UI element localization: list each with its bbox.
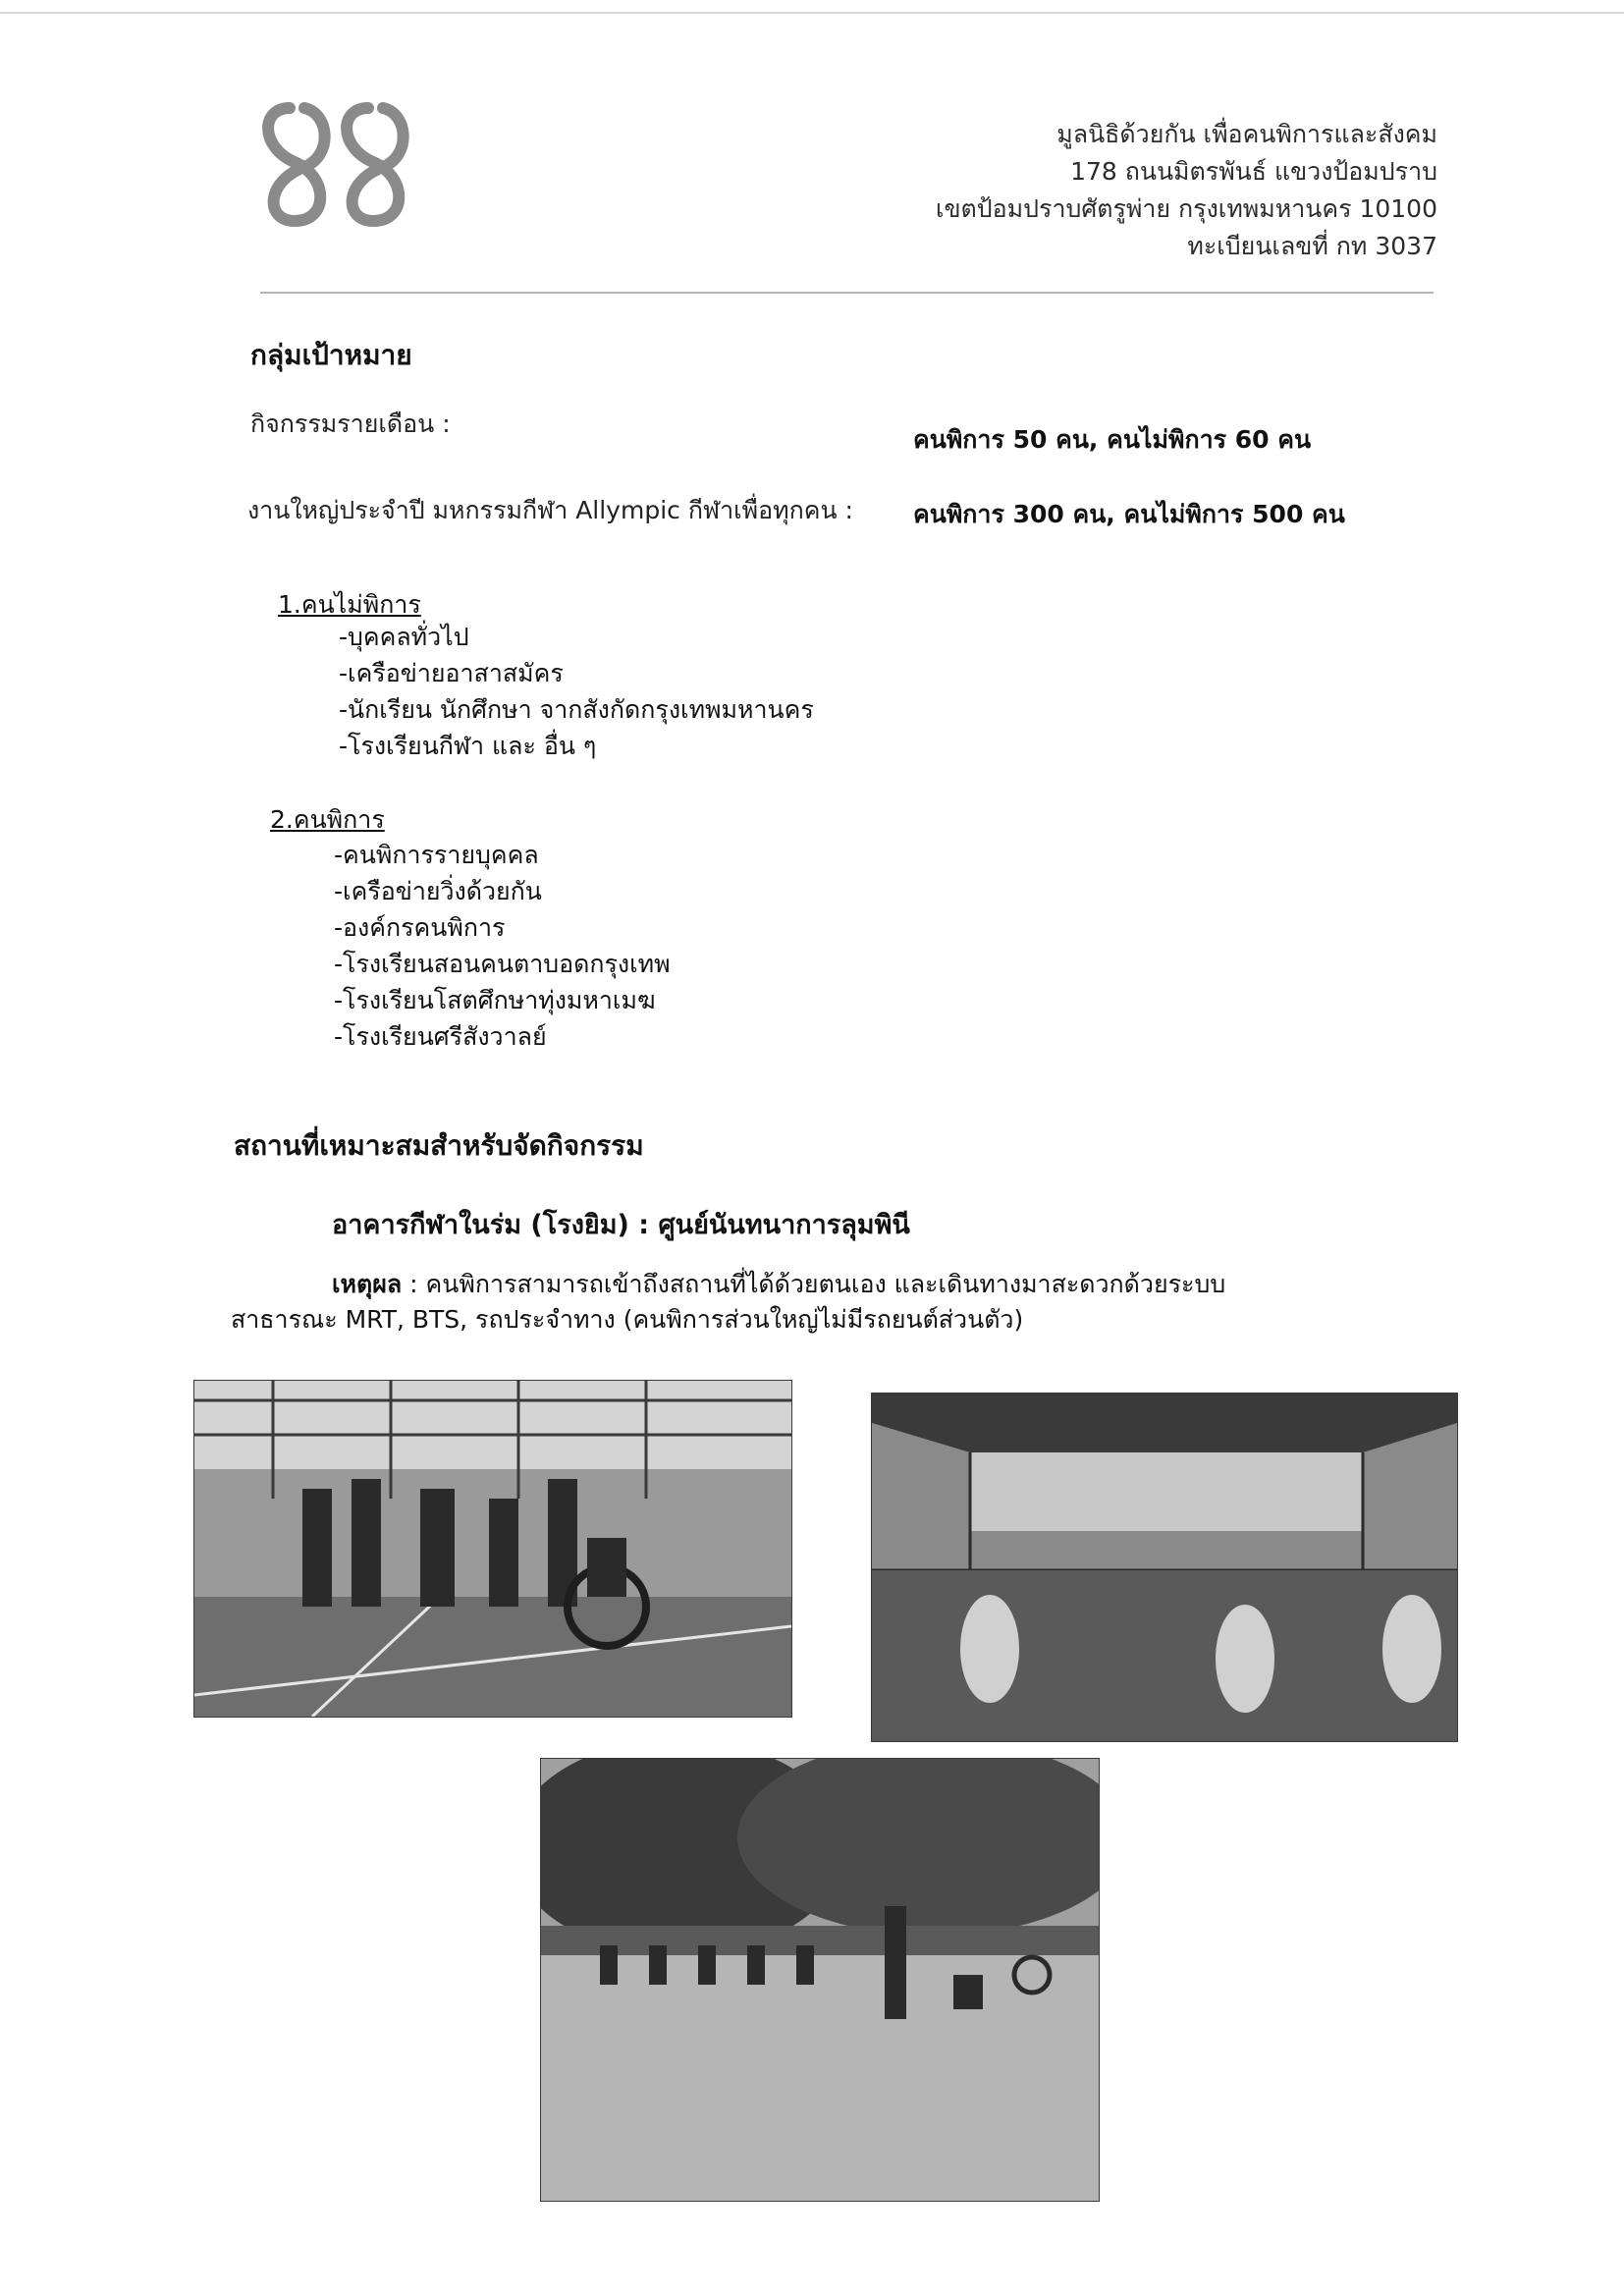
org-registration: ทะเบียนเลขที่ กท 3037 bbox=[1187, 232, 1437, 260]
disabled-group-title: 2.คนพิการ bbox=[270, 805, 385, 834]
list-item: -โรงเรียนสอนคนตาบอดกรุงเทพ bbox=[334, 950, 671, 978]
gym-activity-photo bbox=[193, 1380, 792, 1718]
org-district: เขตป้อมปราบศัตรูพ่าย กรุงเทพมหานคร 10100 bbox=[935, 194, 1437, 223]
list-item: -นักเรียน นักศึกษา จากสังกัดกรุงเทพมหานคร bbox=[339, 695, 814, 724]
venue-heading: สถานที่เหมาะสมสำหรับจัดกิจกรรม bbox=[234, 1129, 644, 1162]
venue-reason bbox=[231, 1267, 1225, 1338]
organization-address bbox=[936, 116, 1437, 265]
list-item: -องค์กรคนพิการ bbox=[334, 913, 506, 942]
list-item: -บุคคลทั่วไป bbox=[339, 623, 469, 651]
venue-name: อาคารกีฬาในร่ม (โรงยิม) : ศูนย์นันทนาการลุมพินี bbox=[332, 1210, 910, 1240]
disabled-list bbox=[334, 837, 671, 1055]
org-street: 178 ถนนมิตรพันธ์ แขวงป้อมปราบ bbox=[1070, 157, 1437, 186]
non-disabled-list bbox=[339, 619, 814, 764]
monthly-activity-value: คนพิการ 50 คน, คนไม่พิการ 60 คน bbox=[913, 425, 1312, 454]
non-disabled-group-title: 1.คนไม่พิการ bbox=[278, 590, 421, 619]
annual-event-value: คนพิการ 300 คน, คนไม่พิการ 500 คน bbox=[913, 500, 1345, 528]
reason-text-line1: : คนพิการสามารถเข้าถึงสถานที่ได้ด้วยตนเอง และเดินทางมาสะดวกด้วยระบบ bbox=[402, 1270, 1226, 1298]
list-item: -เครือข่ายวิ่งด้วยกัน bbox=[334, 877, 542, 905]
scan-edge-line bbox=[0, 12, 1624, 14]
gym-interior-photo bbox=[871, 1393, 1458, 1742]
list-item: -โรงเรียนศรีสังวาลย์ bbox=[334, 1022, 547, 1051]
list-item: -โรงเรียนโสตศึกษาทุ่งมหาเมฆ bbox=[334, 986, 656, 1014]
twin-ribbon-logo-icon bbox=[250, 88, 447, 236]
target-group-heading: กลุ่มเป้าหมาย bbox=[250, 339, 412, 371]
list-item: -เครือข่ายอาสาสมัคร bbox=[339, 659, 564, 687]
outdoor-activity-photo bbox=[540, 1758, 1100, 2202]
reason-text-line2: สาธารณะ MRT, BTS, รถประจำทาง (คนพิการส่วนใหญ่ไม่มีรถยนต์ส่วนตัว) bbox=[231, 1305, 1024, 1334]
annual-event-label: งานใหญ่ประจำปี มหกรรมกีฬา Allympic กีฬาเพื่อทุกคน : bbox=[247, 496, 853, 524]
monthly-activity-label: กิจกรรมรายเดือน : bbox=[250, 410, 451, 438]
list-item: -คนพิการรายบุคคล bbox=[334, 841, 539, 869]
reason-label: เหตุผล bbox=[332, 1270, 403, 1298]
list-item: -โรงเรียนกีฬา และ อื่น ๆ bbox=[339, 732, 597, 760]
header-divider bbox=[260, 292, 1434, 294]
org-name: มูลนิธิด้วยกัน เพื่อคนพิการและสังคม bbox=[1056, 120, 1437, 148]
